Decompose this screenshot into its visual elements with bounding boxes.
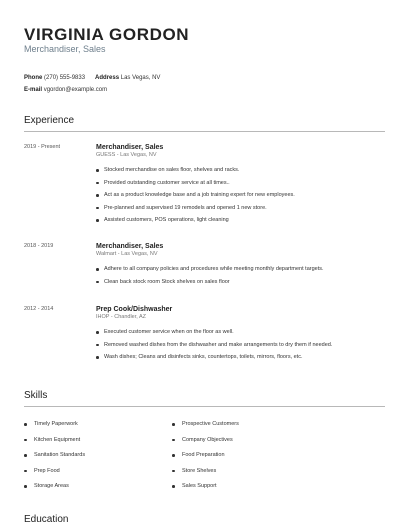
job-company: GUESS - Las Vegas, NV [96,152,157,158]
job-bullet: Pre-planned and supervised 19 remodels and opened 1 new store. [96,205,295,218]
job-bullet: Removed washed dishes from the dishwasher and make arrangements to dry them if needed. [96,342,332,355]
job-dates: 2018 - 2019 [24,243,54,249]
skill-item: Sales Support [172,483,239,499]
skills-list-left [24,421,85,499]
job-bullet: Executed customer service when on the floor as well. [96,329,332,342]
job-role: Merchandiser, Sales [96,144,164,151]
job-bullets [96,329,332,367]
email-value: vgordon@example.com [43,87,108,93]
job-bullet: Stocked merchandise on sales floor, shelves and racks. [96,167,295,180]
job-company: Walmart - Las Vegas, NV [96,251,158,257]
skills-heading: Skills [24,390,48,401]
skill-item: Company Objectives [172,437,239,453]
job-bullet: Provided outstanding customer service at all times.. [96,180,295,193]
job-bullet: Adhere to all company policies and procedures while meeting monthly department targets. [96,266,324,279]
candidate-name: VIRGINIA GORDON [24,25,190,44]
job-dates: 2012 - 2014 [24,306,54,312]
education-heading: Education [24,514,69,525]
skill-item: Food Preparation [172,452,239,468]
job-bullet: Wash dishes; Cleans and disinfects sinks, countertops, toilets, mirrors, floors, etc. [96,354,332,367]
job-role: Merchandiser, Sales [96,243,164,250]
email-label: E-mail [24,87,43,93]
job-role: Prep Cook/Dishwasher [96,306,173,313]
job-bullets [96,167,295,230]
phone-value: (270) 555-9833 [44,75,86,81]
job-dates: 2019 - Present [24,144,61,150]
skill-item: Storage Areas [24,483,85,499]
contact-line-email [24,86,107,94]
candidate-title: Merchandiser, Sales [24,44,106,54]
skill-item: Timely Paperwork [24,421,85,437]
contact-line-phone-address [24,74,160,82]
job-bullet: Clean back stock room Stock shelves on sales floor [96,279,324,292]
skill-item: Prep Food [24,468,85,484]
job-bullet: Assisted customers, POS operations, light cleaning [96,217,295,230]
skill-item: Sanitation Standards [24,452,85,468]
address-label: Address [95,75,120,81]
skill-item: Store Shelves [172,468,239,484]
experience-heading: Experience [24,115,75,126]
skill-item: Prospective Customers [172,421,239,437]
skills-list-right [172,421,239,499]
phone-label: Phone [24,75,43,81]
job-bullets [96,266,324,291]
experience-divider [24,131,385,132]
job-bullet: Act as a product knowledge base and a job training expert for new employees. [96,192,295,205]
job-company: IHOP - Chandler, AZ [96,314,147,320]
address-value: Las Vegas, NV [120,75,161,81]
skills-divider [24,406,385,407]
skill-item: Kitchen Equipment [24,437,85,453]
